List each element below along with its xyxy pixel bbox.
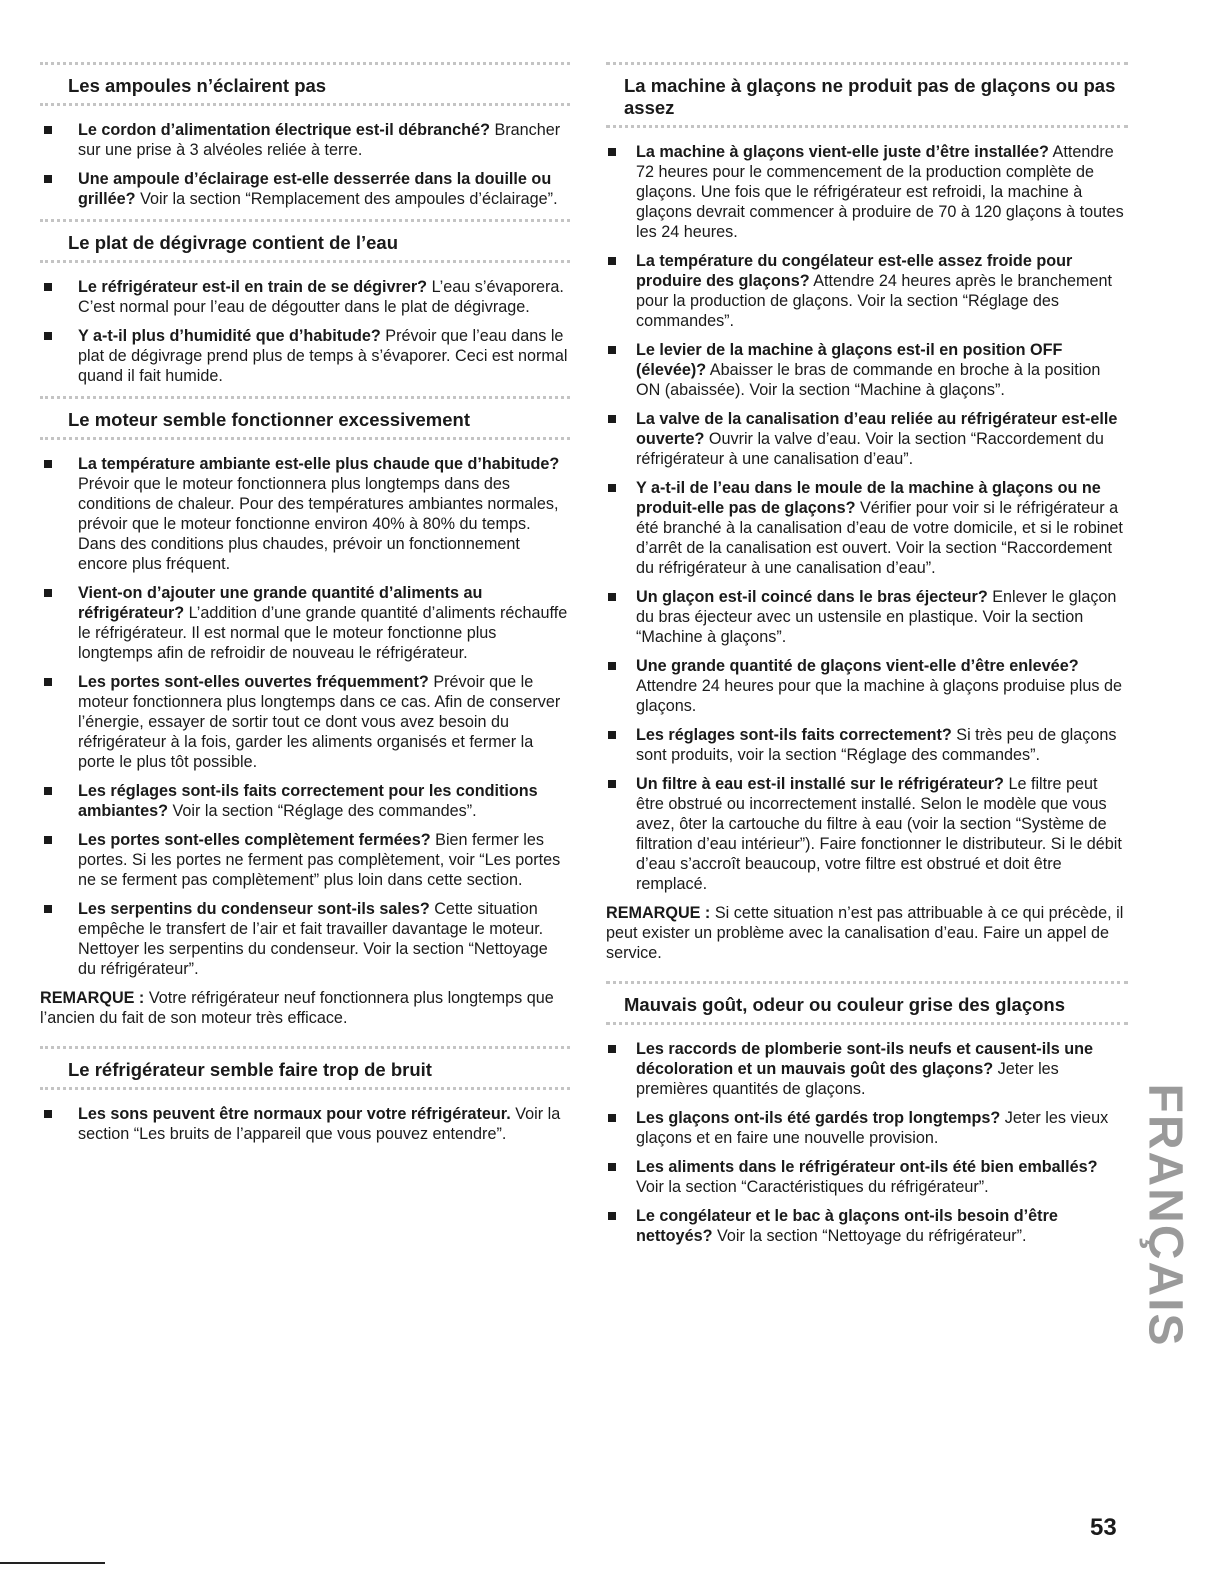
answer: Le filtre peut être obstrué ou incorrectement installé. Selon le modèle que vous avez, ôter la cartouche du filtre à eau (voir la section “Système de filtration d’eau intérieur”). Faire fonctionner le distributeur. Si le débit d’eau s’accroît beaucoup, votre filtre est obstrué et doit être remplacé. bbox=[636, 775, 1122, 893]
list-item bbox=[606, 409, 1128, 469]
section bbox=[40, 396, 570, 1028]
section-heading: Le moteur semble fonctionner excessivement bbox=[40, 396, 570, 440]
section bbox=[606, 981, 1128, 1246]
answer: Voir la section “Caractéristiques du réfrigérateur”. bbox=[636, 1178, 989, 1196]
question: Les portes sont-elles complètement fermées? bbox=[78, 831, 431, 849]
section-heading: Mauvais goût, odeur ou couleur grise des glaçons bbox=[606, 981, 1128, 1025]
answer: L’addition d’une grande quantité d’aliments réchauffe le réfrigérateur. Il est normal que le moteur fonctionne plus longtemps afin de refroidir de nouveau le réfrigérateur. bbox=[78, 604, 568, 662]
list-item bbox=[40, 120, 570, 160]
note bbox=[40, 988, 570, 1028]
bullet-icon bbox=[608, 593, 616, 601]
answer: Prévoir que l’eau dans le plat de dégivrage prend plus de temps à s’évaporer. Ceci est normal quand il fait humide. bbox=[78, 327, 568, 385]
note bbox=[606, 903, 1128, 963]
left-column bbox=[40, 62, 570, 1154]
question: Les réglages sont-ils faits correctement? bbox=[636, 726, 952, 744]
answer: Bien fermer les portes. Si les portes ne ferment pas complètement, voir “Les portes ne se ferment pas complètement” plus loin dans cette section. bbox=[78, 831, 561, 889]
answer: Vérifier pour voir si le réfrigérateur a été branché à la canalisation d’eau de votre domicile, et si le robinet d’arrêt de la canalisation est ouvert. Voir la section “Raccordement du réfrigérateur à une canalisation d’eau”. bbox=[636, 499, 1123, 577]
list-item bbox=[606, 656, 1128, 716]
bullet-icon bbox=[608, 346, 616, 354]
bullet-icon bbox=[608, 415, 616, 423]
answer: Enlever le glaçon du bras éjecteur avec un ustensile en plastique. Voir la section “Machine à glaçons”. bbox=[636, 588, 1117, 646]
list-item bbox=[606, 1039, 1128, 1099]
bullet-icon bbox=[44, 126, 52, 134]
answer: Voir la section “Réglage des commandes”. bbox=[172, 802, 477, 820]
note-text: Si cette situation n’est pas attribuable à ce qui précède, il peut exister un problème avec la canalisation d’eau. Faire un appel de service. bbox=[606, 904, 1124, 962]
section-heading: La machine à glaçons ne produit pas de glaçons ou pas assez bbox=[606, 62, 1128, 128]
answer: Prévoir que le moteur fonctionnera plus longtemps dans des conditions de chaleur. Pour des températures ambiantes normales, prévoir que le moteur fonctionne environ 40% à 80% du temps. Dans des conditions plus chaudes, prévoir un fonctionnement encore plus fréquent. bbox=[78, 475, 559, 573]
item-list bbox=[40, 120, 570, 209]
answer: Attendre 72 heures pour le commencement de la production complète de glaçons. Une fois que le réfrigérateur est refroidi, la machine à glaçons devrait commencer à produire de 70 à 120 glaçons à toutes les 24 heures. bbox=[636, 143, 1124, 241]
answer: Ouvrir la valve d’eau. Voir la section “Raccordement du réfrigérateur à une canalisation d’eau”. bbox=[636, 430, 1104, 468]
question: La température du congélateur est-elle assez froide pour produire des glaçons? bbox=[636, 252, 1073, 290]
list-item bbox=[606, 1206, 1128, 1246]
answer: Abaisser le bras de commande en broche à la position ON (abaissée). Voir la section “Machine à glaçons”. bbox=[636, 361, 1101, 399]
answer: L’eau s’évaporera. C’est normal pour l’eau de dégoutter dans le plat de dégivrage. bbox=[78, 278, 564, 316]
section bbox=[606, 62, 1128, 963]
list-item bbox=[40, 899, 570, 979]
question: Les glaçons ont-ils été gardés trop longtemps? bbox=[636, 1109, 1001, 1127]
bullet-icon bbox=[608, 731, 616, 739]
item-list bbox=[40, 1104, 570, 1144]
question: La machine à glaçons vient-elle juste d’être installée? bbox=[636, 143, 1049, 161]
list-item bbox=[40, 454, 570, 574]
question: Y a-t-il de l’eau dans le moule de la machine à glaçons ou ne produit-elle pas de glaçons? bbox=[636, 479, 1101, 517]
item-list bbox=[40, 454, 570, 979]
question: Un glaçon est-il coincé dans le bras éjecteur? bbox=[636, 588, 988, 606]
question: Y a-t-il plus d’humidité que d’habitude? bbox=[78, 327, 381, 345]
question: Les aliments dans le réfrigérateur ont-ils été bien emballés? bbox=[636, 1158, 1098, 1176]
right-column bbox=[606, 62, 1128, 1256]
question: Les raccords de plomberie sont-ils neufs et causent-ils une décoloration et un mauvais goût des glaçons? bbox=[636, 1040, 1093, 1078]
bullet-icon bbox=[44, 1110, 52, 1118]
list-item bbox=[40, 277, 570, 317]
section bbox=[40, 219, 570, 386]
bullet-icon bbox=[44, 787, 52, 795]
section bbox=[40, 62, 570, 209]
answer: Jeter les premières quantités de glaçons. bbox=[636, 1060, 1059, 1098]
question: Le réfrigérateur est-il en train de se dégivrer? bbox=[78, 278, 428, 296]
question: Le levier de la machine à glaçons est-il en position OFF (élevée)? bbox=[636, 341, 1063, 379]
bullet-icon bbox=[608, 1045, 616, 1053]
question: Une grande quantité de glaçons vient-elle d’être enlevée? bbox=[636, 657, 1079, 675]
bullet-icon bbox=[44, 332, 52, 340]
question: Le cordon d’alimentation électrique est-il débranché? bbox=[78, 121, 490, 139]
section-heading: Le plat de dégivrage contient de l’eau bbox=[40, 219, 570, 263]
list-item bbox=[40, 781, 570, 821]
bullet-icon bbox=[608, 257, 616, 265]
answer: Brancher sur une prise à 3 alvéoles reliée à terre. bbox=[78, 121, 561, 159]
bullet-icon bbox=[44, 678, 52, 686]
answer: Voir la section “Remplacement des ampoules d’éclairage”. bbox=[140, 190, 558, 208]
answer: Jeter les vieux glaçons et en faire une nouvelle provision. bbox=[636, 1109, 1109, 1147]
bullet-icon bbox=[44, 460, 52, 468]
note-text: Votre réfrigérateur neuf fonctionnera plus longtemps que l’ancien du fait de son moteur très efficace. bbox=[40, 989, 554, 1027]
bullet-icon bbox=[608, 780, 616, 788]
question: Le congélateur et le bac à glaçons ont-ils besoin d’être nettoyés? bbox=[636, 1207, 1058, 1245]
page-number: 53 bbox=[1090, 1514, 1117, 1541]
language-tab-label: FRANÇAIS bbox=[1138, 1083, 1192, 1347]
list-item bbox=[40, 169, 570, 209]
list-item bbox=[40, 1104, 570, 1144]
bullet-icon bbox=[44, 175, 52, 183]
list-item bbox=[40, 830, 570, 890]
bullet-icon bbox=[608, 148, 616, 156]
section bbox=[40, 1046, 570, 1144]
question: Les sons peuvent être normaux pour votre réfrigérateur. bbox=[78, 1105, 511, 1123]
bullet-icon bbox=[608, 1163, 616, 1171]
bullet-icon bbox=[608, 662, 616, 670]
question: Un filtre à eau est-il installé sur le réfrigérateur? bbox=[636, 775, 1004, 793]
answer: Prévoir que le moteur fonctionnera plus longtemps dans ce cas. Afin de conserver l’énergie, essayer de sortir tout ce dont vous avez besoin du réfrigérateur à la fois, garder les aliments organisés et fermer la porte le plus tôt possible. bbox=[78, 673, 561, 771]
note-label: REMARQUE : bbox=[606, 904, 711, 922]
question: La température ambiante est-elle plus chaude que d’habitude? bbox=[78, 455, 560, 473]
list-item bbox=[606, 251, 1128, 331]
question: Les portes sont-elles ouvertes fréquemment? bbox=[78, 673, 429, 691]
list-item bbox=[40, 583, 570, 663]
note-label: REMARQUE : bbox=[40, 989, 145, 1007]
bullet-icon bbox=[44, 283, 52, 291]
list-item bbox=[606, 1108, 1128, 1148]
answer: Voir la section “Nettoyage du réfrigérateur”. bbox=[716, 1227, 1027, 1245]
list-item bbox=[606, 725, 1128, 765]
list-item bbox=[606, 340, 1128, 400]
language-tab bbox=[1140, 1080, 1190, 1350]
item-list bbox=[606, 1039, 1128, 1246]
answer: Attendre 24 heures après le branchement pour la production de glaçons. Voir la section “Réglage des commandes”. bbox=[636, 272, 1112, 330]
list-item bbox=[40, 326, 570, 386]
answer: Attendre 24 heures pour que la machine à glaçons produise plus de glaçons. bbox=[636, 677, 1122, 715]
bullet-icon bbox=[608, 1212, 616, 1220]
list-item bbox=[606, 478, 1128, 578]
question: Vient-on d’ajouter une grande quantité d’aliments au réfrigérateur? bbox=[78, 584, 483, 622]
list-item bbox=[606, 142, 1128, 242]
list-item bbox=[606, 774, 1128, 894]
answer: Cette situation empêche le transfert de l’air et fait travailler davantage le moteur. Nettoyer les serpentins du condenseur. Voir la section “Nettoyage du réfrigérateur”. bbox=[78, 900, 548, 978]
item-list bbox=[40, 277, 570, 386]
section-heading: Le réfrigérateur semble faire trop de bruit bbox=[40, 1046, 570, 1090]
list-item bbox=[606, 1157, 1128, 1197]
bullet-icon bbox=[44, 589, 52, 597]
list-item bbox=[606, 587, 1128, 647]
question: Une ampoule d’éclairage est-elle desserrée dans la douille ou grillée? bbox=[78, 170, 552, 208]
answer: Voir la section “Les bruits de l’appareil que vous pouvez entendre”. bbox=[78, 1105, 561, 1143]
bottom-rule bbox=[0, 1562, 105, 1564]
bullet-icon bbox=[608, 484, 616, 492]
section-heading: Les ampoules n’éclairent pas bbox=[40, 62, 570, 106]
bullet-icon bbox=[608, 1114, 616, 1122]
bullet-icon bbox=[44, 905, 52, 913]
question: La valve de la canalisation d’eau reliée au réfrigérateur est-elle ouverte? bbox=[636, 410, 1118, 448]
question: Les réglages sont-ils faits correctement pour les conditions ambiantes? bbox=[78, 782, 538, 820]
list-item bbox=[40, 672, 570, 772]
bullet-icon bbox=[44, 836, 52, 844]
answer: Si très peu de glaçons sont produits, voir la section “Réglage des commandes”. bbox=[636, 726, 1117, 764]
question: Les serpentins du condenseur sont-ils sales? bbox=[78, 900, 430, 918]
item-list bbox=[606, 142, 1128, 894]
